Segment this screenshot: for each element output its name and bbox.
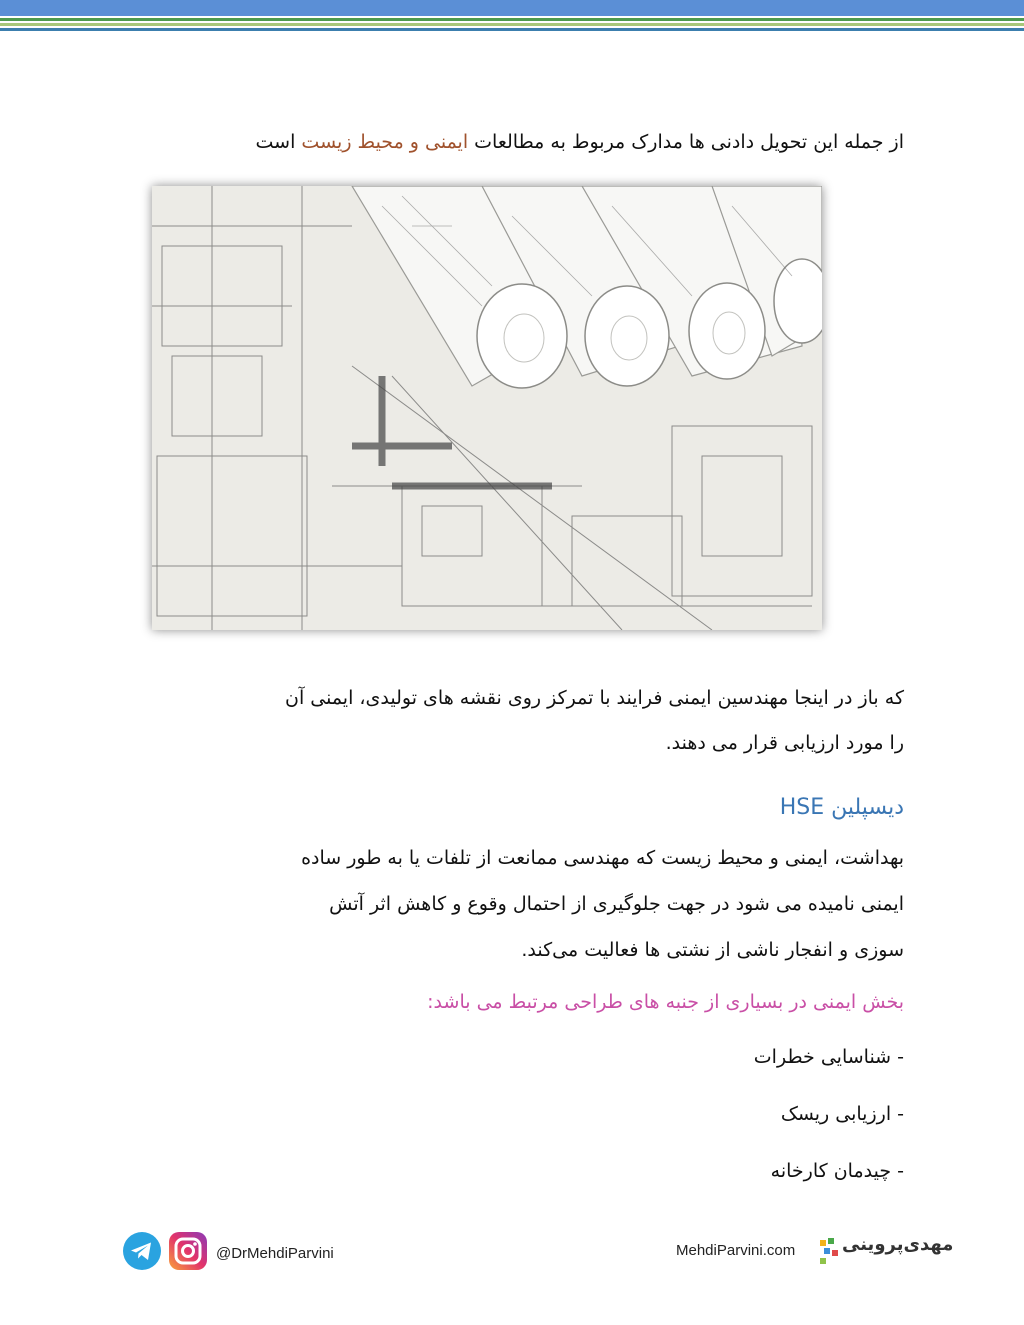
hse-heading: دیسپلین HSE: [779, 795, 904, 820]
paragraph-2-line-3: سوزی و انفجار ناشی از نشتی ها فعالیت می‌کند.: [521, 939, 904, 961]
social-handle[interactable]: @DrMehdiParvini: [216, 1244, 334, 1262]
brand-logo-icon: [818, 1236, 840, 1270]
header-decoration: [0, 0, 1024, 34]
header-teal-line: [0, 28, 1024, 31]
intro-text-before: از جمله این تحویل دادنی ها مدارک مربوط به مطالعات: [468, 131, 904, 153]
social-links: [122, 1232, 334, 1274]
page-footer: [0, 1232, 1024, 1282]
blueprints-photo: [152, 186, 822, 630]
intro-line: [120, 120, 904, 164]
intro-accent-text: ایمنی و محیط زیست: [301, 131, 469, 153]
header-blue-band: [0, 0, 1024, 16]
safety-list-item: - ارزیابی ریسک: [780, 1103, 904, 1125]
paragraph-2-line-2: ایمنی نامیده می شود در جهت جلوگیری از احتمال وقوع و کاهش اثر آتش: [329, 893, 904, 915]
paragraph-hse: [120, 835, 904, 973]
intro-text-after: است: [255, 131, 302, 153]
paragraph-1-line-1: که باز در اینجا مهندسین ایمنی فرایند با تمرکز روی نقشه های تولیدی، ایمنی آن: [284, 687, 904, 709]
header-green-line: [0, 18, 1024, 21]
instagram-icon[interactable]: [168, 1231, 208, 1275]
safety-intro: بخش ایمنی در بسیاری از جنبه های طراحی مرتبط می باشد:: [427, 991, 904, 1013]
brand-logo-text: مهدی‌پروینی: [842, 1234, 954, 1255]
paragraph-process-safety: [120, 676, 904, 766]
safety-list-item: - شناسایی خطرات: [753, 1046, 904, 1068]
paragraph-1-line-2: را مورد ارزیابی قرار می دهند.: [665, 732, 904, 754]
website-link[interactable]: MehdiParvini.com: [676, 1242, 796, 1259]
telegram-icon[interactable]: [122, 1231, 162, 1275]
safety-list-item: - چیدمان کارخانه: [770, 1160, 904, 1182]
paragraph-2-line-1: بهداشت، ایمنی و محیط زیست که مهندسی ممانعت از تلفات یا به طور ساده: [301, 847, 904, 869]
header-light-green-line: [0, 23, 1024, 26]
